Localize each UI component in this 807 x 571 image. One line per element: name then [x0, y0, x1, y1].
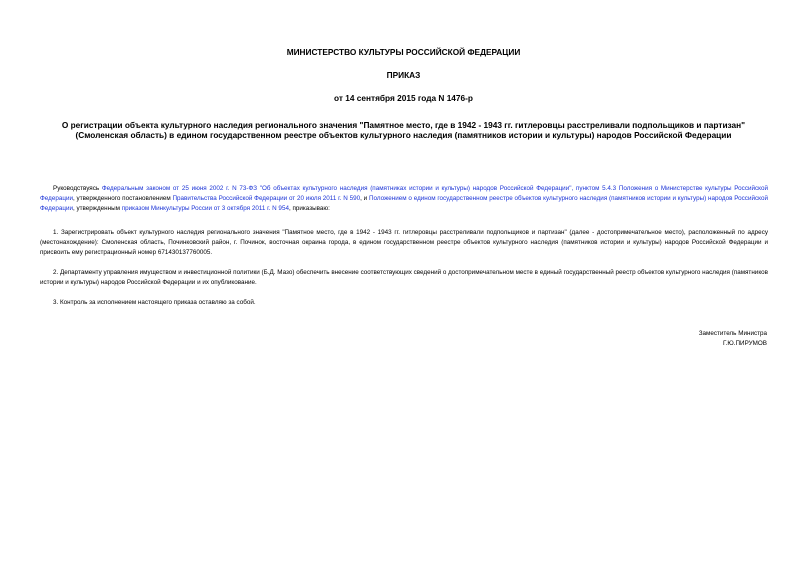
order-item-3: 3. Контроль за исполнением настоящего приказа оставляю за собой.	[53, 299, 256, 306]
intro-text-5: , приказываю:	[288, 204, 330, 212]
ministry-heading: МИНИСТЕРСТВО КУЛЬТУРЫ РОССИЙСКОЙ ФЕДЕРАЦИИ	[286, 47, 521, 57]
signatory-position: Заместитель Министра	[698, 330, 767, 337]
ministry-order-link[interactable]: приказом Минкультуры России от 3 октября 2011 г. N 954	[121, 204, 289, 212]
registry-regulation-link[interactable]: Положением о едином государственном реестре объектов культурного наследия (памятников истории и культуры) народов Российской Федерации	[40, 194, 768, 212]
intro-text-1: Руководствуясь	[53, 185, 102, 192]
order-item-2: 2. Департаменту управления имуществом и инвестиционной политики (Б.Д. Мазо) обеспечить внесение соответствующих сведений о достопримечательном месте в единый государственный реестр объектов культурного наследия (памятников истории и культуры) народов Российской Федерации и их опубликование.	[40, 269, 768, 286]
document-title: О регистрации объекта культурного наследия регионального значения "Памятное место, где в 1942 - 1943 гг. гитлеровцы расстреливали подпольщиков и партизан" (Смоленская область) в едином государственном реестре объектов культурного наследия (памятников истории и культуры) народов Российской Федерации	[61, 120, 746, 141]
document-date-number: от 14 сентября 2015 года N 1476-р	[334, 93, 473, 103]
intro-paragraph	[40, 184, 768, 213]
document-type-heading: ПРИКАЗ	[386, 70, 421, 80]
federal-law-link[interactable]: Федеральным законом от 25 июня 2002 г. N 73-ФЗ "Об объектах культурного наследия (памятниках истории и культуры) народов Российской Федерации", пунктом 5.4.3 Положения о Министерстве культуры Российской Федерации	[40, 185, 768, 202]
intro-text-2: , утвержденного постановлением	[72, 194, 173, 202]
order-item-1: 1. Зарегистрировать объект культурного наследия регионального значения "Памятное место, где в 1942 - 1943 гг. гитлеровцы расстреливали подпольщиков и партизан" (далее - достопримечательное место), расположенный по адресу (местонахождение): Смоленская область, Починковский район, г. Починок, восточная окраина города, в едином государственном реестре объектов культурного наследия (памятников истории и культуры) народов Российской Федерации и присвоить ему регистрационный номер 671430137760005.	[40, 229, 768, 256]
signatory-name: Г.Ю.ПИРУМОВ	[723, 340, 767, 347]
government-decree-link[interactable]: Правительства Российской Федерации от 20 июля 2011 г. N 590	[172, 194, 361, 202]
intro-text-3: , и	[360, 194, 369, 202]
intro-text-4: , утвержденным	[72, 204, 122, 212]
